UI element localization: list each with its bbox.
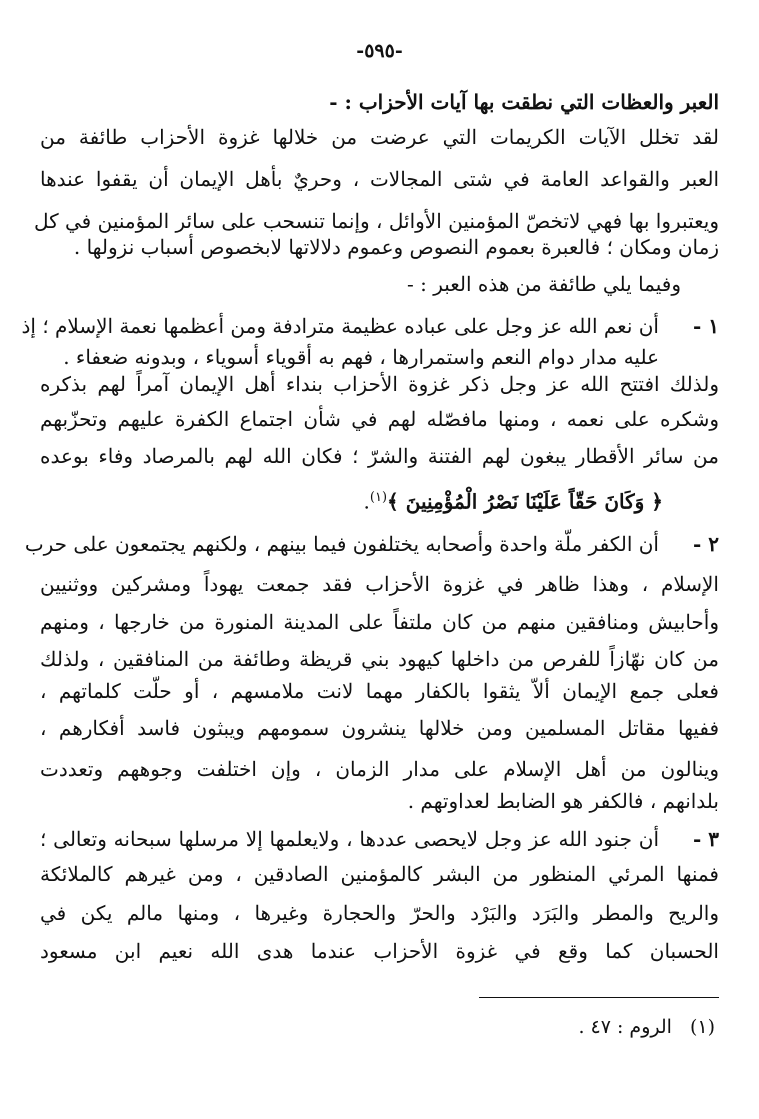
- footnote-divider: [479, 997, 719, 998]
- item-line: عليه مدار دوام النعم واستمرارها ، فهم به أقوياء أسوياء ، وبدونه ضعفاء .: [63, 345, 659, 369]
- item-line: وشكره على نعمه ، ومنها مافصّله لهم في شأن اجتماع الكفرة عليهم وتحزّبهم: [40, 407, 719, 431]
- page-number: -٥٩٥-: [356, 40, 403, 62]
- item-line: أن الكفر ملّة واحدة وأصحابه يختلفون فيما بينهم ، ولكنهم يجتمعون على حرب: [24, 532, 659, 556]
- item-line: أن جنود الله عز وجل لايحصى عددها ، ولايعلمها إلا مرسلها سبحانه وتعالى ؛: [40, 827, 659, 851]
- item-line: الإسلام ، وهذا ظاهر في غزوة الأحزاب فقد جمعت يهوداً ومشركين ووثنيين: [40, 572, 719, 596]
- item-line: وأحابيش ومنافقين منهم من كان ملتفاً على المدينة المنورة من خارجها ، ومنهم: [40, 610, 719, 634]
- item-number: ٣ -: [692, 827, 719, 851]
- quran-text: ﴿ وَكَانَ حَقّاً عَلَيْنَا نَصْرُ الْمُؤْمِنِينَ ﴾: [387, 489, 663, 514]
- item-line: بلدانهم ، فالكفر هو الضابط لعداوتهم .: [407, 789, 719, 813]
- item-number: ٢ -: [692, 532, 719, 556]
- item-line: ولذلك افتتح الله عز وجل ذكر غزوة الأحزاب بنداء أهل الإيمان آمراً لهم بذكره: [40, 372, 719, 396]
- quran-verse: ﴿ وَكَانَ حَقّاً عَلَيْنَا نَصْرُ الْمُؤْمِنِينَ ﴾$^{(١)}$.: [363, 489, 663, 514]
- lead-in-text: وفيما يلي طائفة من هذه العبر : -: [406, 272, 681, 296]
- item-line: فعلى جمع الإيمان ألاّ يثقوا بالكفار مهما لانت ملامسهم ، أو حلّت كلماتهم ،: [40, 679, 719, 703]
- item-line: والريح والمطر والبَرَد والبَرْد والحرّ والحجارة وغيرها ، ومنها مالم يكن في: [40, 901, 719, 925]
- item-line: الحسبان كما وقع في غزوة الأحزاب عندما هدى الله نعيم ابن مسعود: [40, 939, 719, 963]
- item-number: ١ -: [692, 314, 719, 338]
- section-heading: العبر والعظات التي نطقت بها آيات الأحزاب : -: [329, 90, 719, 114]
- footnote-number: (١): [689, 1016, 715, 1038]
- item-line: فمنها المرئي المنظور من البشر كالمؤمنين الصادقين ، ومن غيرهم كالملائكة: [40, 862, 719, 886]
- item-line: أن نعم الله عز وجل على عباده عظيمة مترادفة ومن أعظمها نعمة الإسلام ؛ إذ: [21, 314, 659, 338]
- intro-line: لقد تخلل الآيات الكريمات التي عرضت من خلالها غزوة الأحزاب طائفة من: [40, 125, 719, 149]
- item-line: وينالون من أهل الإسلام على مدار الزمان ، وإن اختلفت وجوههم وتعددت: [40, 757, 719, 781]
- item-line: من سائر الأقطار يبغون لهم الفتنة والشرّ ؛ فكان الله لهم بالمرصاد وفاء بوعده: [40, 444, 719, 468]
- footnote: [578, 1012, 715, 1042]
- footnote-text: الروم : ٤٧ .: [578, 1016, 672, 1038]
- item-line: من كان نهّازاً للفرص من داخلها كيهود بني قريظة وطائفة من المنافقين ، ولذلك: [40, 647, 719, 671]
- item-line: ففيها مقاتل المسلمين ومن خلالها ينشرون سمومهم ويبثون فاسد أفكارهم ،: [40, 716, 719, 740]
- footnote-ref: (١): [369, 490, 388, 505]
- intro-line: ويعتبروا بها فهي لاتخصّ المؤمنين الأوائل ، وإنما تنسحب على سائر المؤمنين في كل: [33, 209, 719, 233]
- intro-line: زمان ومكان ؛ فالعبرة بعموم النصوص وعموم دلالاتها لابخصوص أسباب نزولها .: [73, 235, 719, 259]
- intro-line: العبر والقواعد العامة في شتى المجالات ، وحريٌ بأهل الإيمان أن يقفوا عندها: [40, 167, 719, 191]
